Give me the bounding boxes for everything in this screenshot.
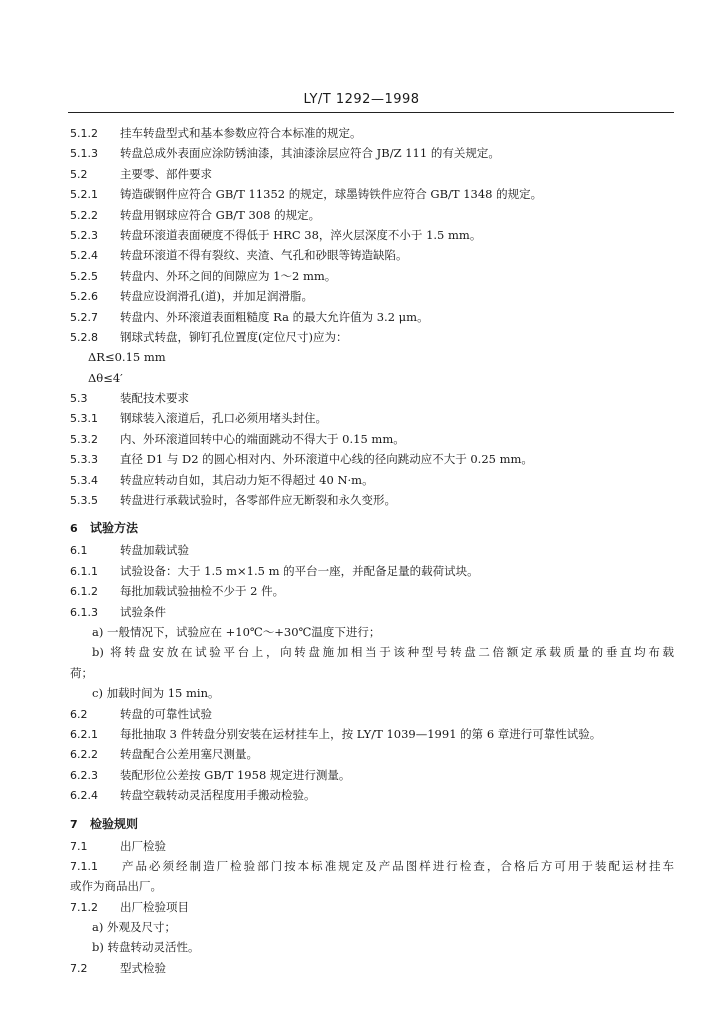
clause-7-1-2 [70, 897, 674, 917]
clause-number: 6.1.1 [70, 564, 98, 578]
clause-text: 内、外环滚道回转中心的端面跳动不得大于 0.15 mm。 [120, 431, 405, 446]
clause-text: 转盘的可靠性试验 [120, 706, 212, 721]
clause-6-2-2 [70, 744, 674, 764]
clause-5-2-8 [70, 327, 674, 347]
clause-number: 5.1.2 [70, 127, 98, 140]
clause-number: 5.1.3 [70, 147, 98, 161]
clause-6-2-3 [70, 765, 674, 785]
clause-6-2-4 [70, 785, 674, 805]
clause-number: 6.2 [70, 707, 88, 721]
clause-text: 转盘环滚道不得有裂纹、夹渣、气孔和砂眼等铸造缺陷。 [120, 248, 408, 263]
page-header: LY/T 1292—1998 [303, 92, 420, 107]
clause-number: 5.3.4 [70, 473, 98, 487]
condition-a: a) 一般情况下，试验应在 +10℃～+30℃温度下进行； [92, 624, 381, 639]
clause-number: 5.2.5 [70, 269, 98, 283]
clause-text: 转盘应转动自如，其启动力矩不得超过 40 N·m。 [120, 472, 374, 487]
clause-number: 7.1.1 [70, 859, 98, 873]
clause-text: 型式检验 [120, 960, 166, 975]
clause-5-2-2 [70, 205, 674, 225]
clause-text: 转盘内、外环之间的间隙应为 1～2 mm。 [120, 268, 337, 283]
clause-7-1 [70, 836, 674, 856]
clause-number: 5.2.6 [70, 290, 98, 304]
clause-5-2-7 [70, 307, 674, 327]
clause-5-1-2 [70, 123, 674, 143]
clause-5-2-6 [70, 286, 674, 306]
section-number: 7 [70, 817, 78, 831]
condition-c: c) 加载时间为 15 min。 [92, 686, 220, 701]
clause-text: 转盘加载试验 [120, 543, 189, 558]
clause-text: 钢球式转盘，铆钉孔位置度(定位尺寸)应为： [120, 329, 348, 344]
clause-number: 5.2.7 [70, 310, 98, 324]
clause-number: 5.3.2 [70, 432, 98, 446]
clause-number: 7.1.2 [70, 900, 98, 914]
clause-number: 7.2 [70, 961, 88, 975]
clause-number: 5.2.1 [70, 188, 98, 202]
clause-text: 转盘用钢球应符合 GB/T 308 的规定。 [120, 207, 321, 222]
clause-text: 铸造碳钢件应符合 GB/T 11352 的规定，球墨铸铁件应符合 GB/T 1348 的规定。 [120, 187, 543, 202]
clause-5-3-5 [70, 490, 674, 510]
clause-text: 转盘内、外环滚道表面粗糙度 Ra 的最大允许值为 3.2 μm。 [120, 309, 429, 324]
clause-5-2 [70, 164, 674, 184]
clause-number: 7.1 [70, 839, 88, 853]
clause-text: 转盘应设润滑孔(道)，并加足润滑脂。 [120, 289, 313, 304]
document-body [70, 123, 674, 978]
clause-text: 转盘环滚道表面硬度不得低于 HRC 38，淬火层深度不小于 1.5 mm。 [120, 227, 482, 242]
condition-b: b) 将转盘安放在试验平台上，向转盘施加相当于该种型号转盘二倍额定承载质量的垂直均布载 [92, 645, 674, 660]
clause-6-2 [70, 704, 674, 724]
clause-number: 6.1 [70, 544, 88, 558]
clause-6-1 [70, 540, 674, 560]
clause-text: 装配技术要求 [120, 391, 189, 406]
clause-6-1-2 [70, 581, 674, 601]
section-7-heading [70, 812, 674, 836]
section-title: 检验规则 [90, 816, 139, 831]
clause-number: 6.2.2 [70, 748, 98, 762]
section-number: 6 [70, 522, 78, 536]
clause-text: 转盘进行承载试验时，各零部件应无断裂和永久变形。 [120, 493, 396, 508]
clause-text: 主要零、部件要求 [120, 166, 212, 181]
clause-6-2-1 [70, 724, 674, 744]
clause-text: 试验条件 [120, 604, 166, 619]
clause-number: 5.2.2 [70, 208, 98, 222]
clause-text: 挂车转盘型式和基本参数应符合本标准的规定。 [120, 126, 362, 140]
clause-number: 6.2.4 [70, 789, 98, 803]
clause-number: 5.2.4 [70, 249, 98, 263]
section-title: 试验方法 [90, 521, 139, 536]
clause-number: 5.2.3 [70, 228, 98, 242]
clause-5-3-4 [70, 470, 674, 490]
clause-number: 5.2.8 [70, 330, 98, 344]
clause-number: 6.2.3 [70, 768, 98, 782]
clause-text: 转盘空载转动灵活程度用手搬动检验。 [120, 788, 316, 803]
tolerance-delta-r: ΔR≤0.15 mm [88, 350, 166, 365]
clause-text: 每批加载试验抽检不少于 2 件。 [120, 584, 285, 599]
clause-6-1-1 [70, 561, 674, 581]
clause-number: 6.2.1 [70, 727, 98, 741]
clause-number: 5.2 [70, 167, 88, 181]
clause-5-2-3 [70, 225, 674, 245]
clause-5-3-2 [70, 429, 674, 449]
clause-text: 转盘总成外表面应涂防锈油漆，其油漆涂层应符合 JB/Z 111 的有关规定。 [120, 146, 500, 161]
clause-number: 5.3 [70, 392, 88, 406]
clause-number: 5.3.3 [70, 453, 98, 467]
clause-5-3-3 [70, 449, 674, 469]
clause-5-3 [70, 388, 674, 408]
clause-7-1-1-continued: 或作为商品出厂。 [70, 879, 162, 894]
tolerance-delta-theta: Δθ≤4′ [88, 370, 123, 385]
inspection-item-b: b) 转盘转动灵活性。 [92, 940, 200, 955]
inspection-item-a: a) 外观及尺寸； [92, 920, 176, 935]
clause-text: 每批抽取 3 件转盘分别安装在运材挂车上，按 LY/T 1039—1991 的第 6 章进行可靠性试验。 [120, 726, 602, 741]
clause-text: 直径 D1 与 D2 的圆心相对内、外环滚道中心线的径向跳动应不大于 0.25 mm。 [120, 452, 533, 467]
clause-5-2-5 [70, 266, 674, 286]
clause-number: 5.3.1 [70, 412, 98, 426]
header-rule [68, 112, 674, 113]
clause-text: 装配形位公差按 GB/T 1958 规定进行测量。 [120, 767, 351, 782]
clause-text: 出厂检验项目 [120, 899, 189, 914]
clause-7-1-1 [70, 856, 674, 876]
clause-5-2-1 [70, 184, 674, 204]
condition-b-continued: 荷； [70, 665, 93, 680]
section-6-heading [70, 516, 674, 540]
clause-5-3-1 [70, 408, 674, 428]
clause-text: 出厂检验 [120, 838, 166, 853]
clause-number: 5.3.5 [70, 494, 98, 508]
clause-number: 6.1.2 [70, 585, 98, 599]
clause-text: 试验设备：大于 1.5 m×1.5 m 的平台一座，并配备足量的载荷试块。 [120, 563, 479, 578]
clause-5-1-3 [70, 143, 674, 163]
clause-7-2 [70, 958, 674, 978]
clause-text: 转盘配合公差用塞尺测量。 [120, 747, 258, 762]
clause-text: 钢球装入滚道后，孔口必须用堵头封住。 [120, 411, 327, 426]
clause-6-1-3 [70, 602, 674, 622]
clause-number: 6.1.3 [70, 605, 98, 619]
clause-5-2-4 [70, 245, 674, 265]
clause-text: 产品必须经制造厂检验部门按本标准规定及产品图样进行检查，合格后方可用于装配运材挂车 [120, 858, 674, 873]
